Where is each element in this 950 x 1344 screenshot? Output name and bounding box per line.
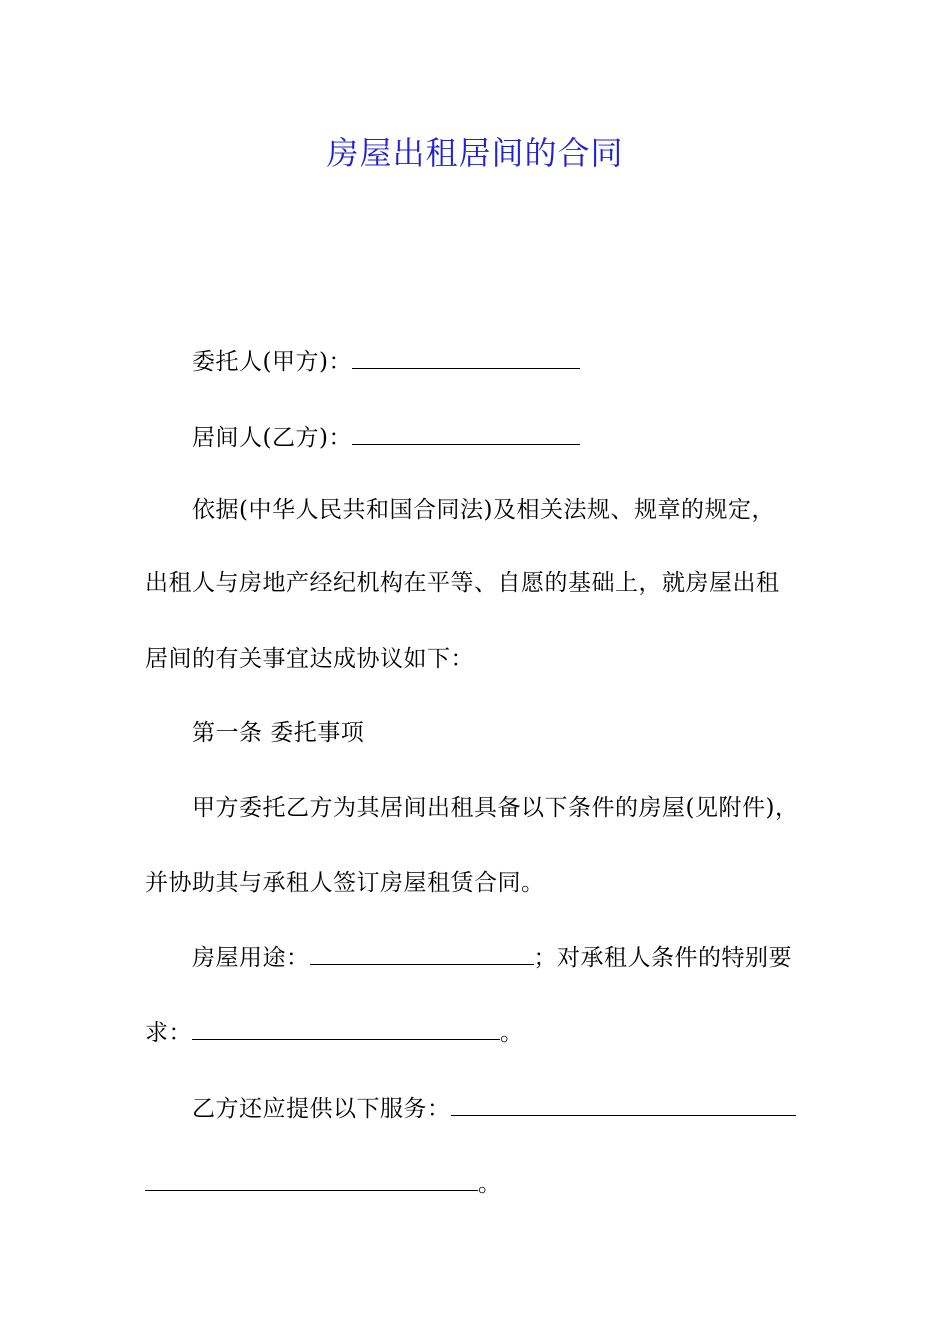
broker-line xyxy=(192,422,580,453)
document-title: 房屋出租居间的合同 xyxy=(326,134,624,172)
intro-line-2: 出租人与房地产经纪机构在平等、自愿的基础上，就房屋出租 xyxy=(145,570,780,596)
services-end: 。 xyxy=(478,1171,502,1197)
principal-line xyxy=(192,346,580,377)
house-use-line xyxy=(192,942,792,973)
house-use-label: 房屋用途： xyxy=(192,945,310,971)
tenant-requirement-end: 。 xyxy=(500,1020,524,1046)
services-line xyxy=(192,1093,796,1124)
tenant-requirement-blank[interactable] xyxy=(192,1017,500,1040)
services-blank-2[interactable] xyxy=(145,1168,478,1191)
tenant-requirement-prefix: 求： xyxy=(145,1020,192,1046)
services-label: 乙方还应提供以下服务： xyxy=(192,1096,451,1122)
tenant-requirement-line xyxy=(145,1017,524,1048)
services-blank-1[interactable] xyxy=(451,1093,796,1116)
house-use-suffix: ；对承租人条件的特别要 xyxy=(533,945,792,971)
principal-label: 委托人(甲方)： xyxy=(192,349,352,375)
broker-label: 居间人(乙方)： xyxy=(192,425,352,451)
services-continuation-line xyxy=(145,1168,502,1199)
article-1-heading: 第一条 委托事项 xyxy=(192,720,365,746)
principal-blank[interactable] xyxy=(352,346,580,369)
intro-line-3: 居间的有关事宜达成协议如下： xyxy=(145,646,474,672)
house-use-blank[interactable] xyxy=(310,942,534,965)
intro-line-1: 依据(中华人民共和国合同法)及相关法规、规章的规定， xyxy=(192,497,775,523)
article-1-p1-line2: 并协助其与承租人签订房屋租赁合同。 xyxy=(145,870,545,896)
broker-blank[interactable] xyxy=(352,422,580,445)
article-1-p1-line1: 甲方委托乙方为其居间出租具备以下条件的房屋(见附件)， xyxy=(192,795,799,821)
